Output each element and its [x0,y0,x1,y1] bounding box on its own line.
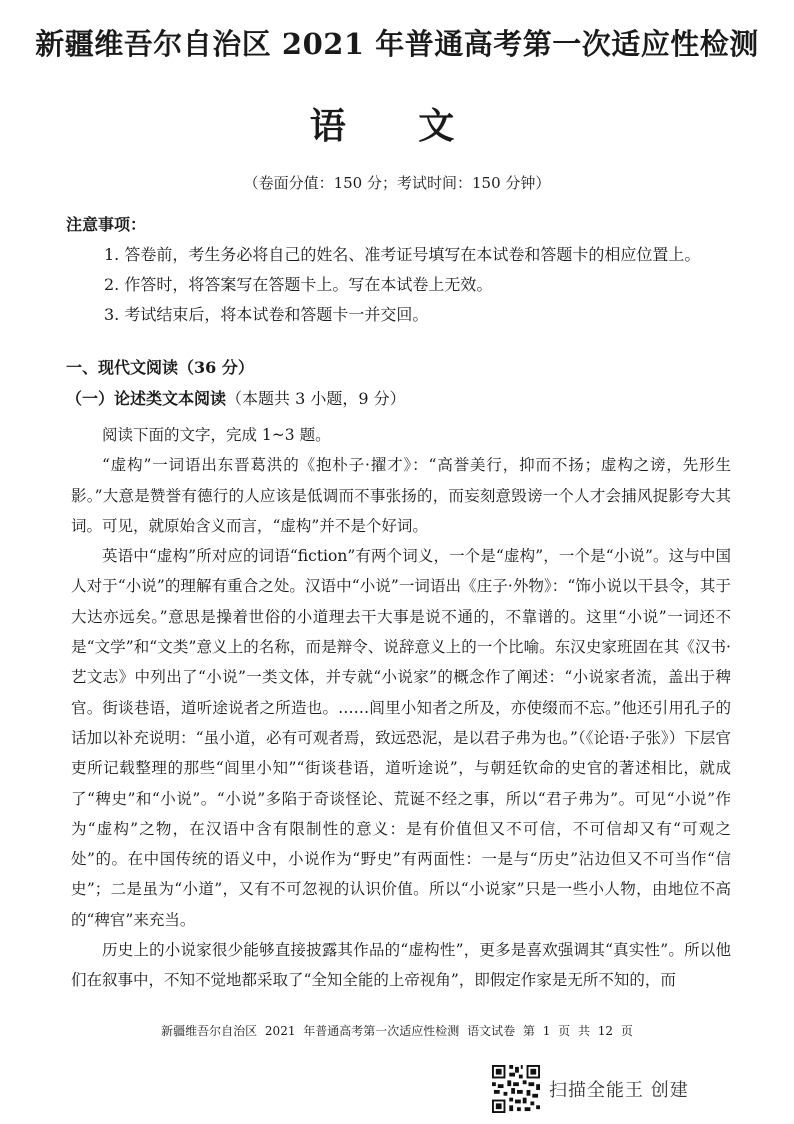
exam-title: 新疆维吾尔自治区 2021 年普通高考第一次适应性检测 [35,27,759,61]
subsection-note: （本题共 3 小题，9 分） [226,389,406,408]
subsection-title: （一）论述类文本阅读 [66,389,227,408]
subject-title: 语 文 [309,105,485,147]
subsection-heading [66,386,406,409]
page-footer: 新疆维吾尔自治区 2021 年普通高考第一次适应性检测 语文试卷 第 1 页 共 12 页 [161,1024,633,1038]
scanner-watermark [492,1065,689,1113]
score-time-info: （卷面分值：150 分；考试时间：150 分钟） [243,174,551,192]
watermark-label: 扫描全能王 创建 [549,1080,689,1101]
reading-passage [71,420,731,996]
passage-paragraph: 英语中“虚构”所对应的词语“fiction”有两个词义，一个是“虚构”，一个是“小说”。这与中国人对于“小说”的理解有重合之处。汉语中“小说”一词语出《庄子·外物》：“饰小说以干县令，其于大达亦远矣。”意思是操着世俗的小道理去干大事是说不通的，不靠谱的。这里“小说”一词还不是“文学”和“文类”意义上的名称，而是辩令、说辞意义上的一个比喻。东汉史家班固在其《汉书·艺文志》中列出了“小说”一类文体，并专就“小说家”的概念作了阐述：“小说家者流，盖出于稗官。街谈巷语，道听途说者之所造也。……闾里小知者之所及，亦使缀而不忘。”他还引用孔子的话加以补充说明：“虽小道，必有可观者焉，致远恐泥，是以君子弗为也。”（《论语·子张》）下层官吏所记载整理的那些“闾里小知”“街谈巷语，道听途说”，与朝廷钦命的史官的著述相比，就成了“稗史”和“小说”。“小说”多陷于奇谈怪论、荒诞不经之事，所以“君子弗为”。可见“小说”作为“虚构”之物，在汉语中含有限制性的意义：是有价值但又不可信，不可信却又有“可观之处”的。在中国传统的语义中，小说作为“野史”有两面性：一是与“历史”沾边但又不可当作“信史”；二是虽为“小道”，又有不可忽视的认识价值。所以“小说家”只是一些小人物，由地位不高的“稗官”来充当。 [71,547,731,929]
notice-heading: 注意事项： [66,215,147,234]
passage-paragraph: 历史上的小说家很少能够直接披露其作品的“虚构性”，更多是喜欢强调其“真实性”。所以他们在叙事中，不知不觉地都采取了“全知全能的上帝视角”，即假定作家是无所不知的，而 [71,941,731,990]
qr-code-icon [492,1065,540,1113]
notice-item: 2. 作答时，将答案写在答题卡上。写在本试卷上无效。 [104,275,493,294]
passage-paragraph: “虚构”一词语出东晋葛洪的《抱朴子·擢才》：“高誉美行，抑而不扬；虚构之谤，先形生影。”大意是赞誉有德行的人应该是低调而不事张扬的，而妄刻意毁谤一个人才会捕风捉影夸大其词。可见，就原始含义而言，“虚构”并不是个好词。 [71,456,731,535]
notice-item: 3. 考试结束后，将本试卷和答题卡一并交回。 [104,305,429,324]
section-heading: 一、现代文阅读（36 分） [66,358,254,377]
notice-item: 1. 答卷前，考生务必将自己的姓名、准考证号填写在本试卷和答题卡的相应位置上。 [104,245,701,264]
notice-list [104,240,764,330]
reading-instruction: 阅读下面的文字，完成 1~3 题。 [102,426,331,444]
